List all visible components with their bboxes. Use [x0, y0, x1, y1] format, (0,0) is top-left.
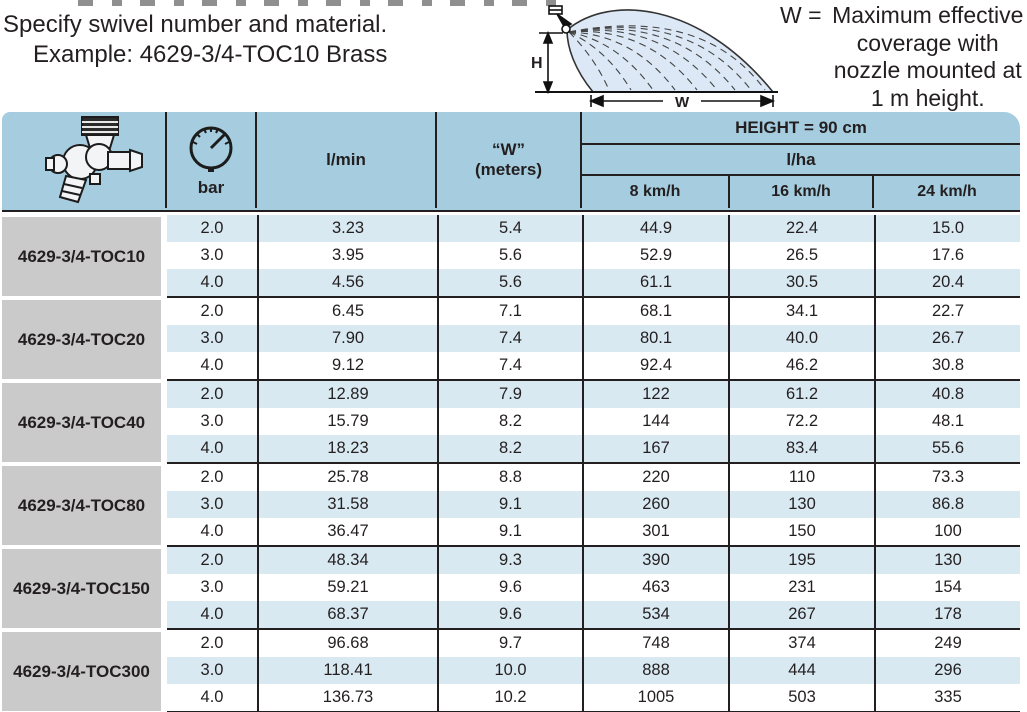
table-cell: 80.1 — [582, 325, 728, 352]
spray-envelope — [567, 10, 773, 92]
table-cell: 390 — [582, 547, 728, 574]
model-label: 4629-3/4-TOC150 — [2, 549, 161, 628]
speed-header-24: 24 km/h — [917, 183, 977, 200]
model-label-column — [2, 298, 167, 381]
w-label-line2: (meters) — [474, 160, 543, 179]
table-cell: 25.78 — [257, 464, 437, 491]
table-cell: 4.0 — [200, 273, 224, 291]
table-cell: 260 — [582, 491, 728, 518]
table-cell: 3.23 — [257, 215, 437, 242]
table-row — [167, 408, 1020, 435]
table-cell: 3.0 — [200, 661, 224, 679]
table-cell: 4.0 — [200, 605, 224, 623]
table-row — [167, 601, 1020, 628]
table-cell: 3.0 — [200, 578, 224, 596]
table-cell: 150 — [728, 518, 874, 545]
table-cell: 4.0 — [200, 688, 224, 706]
table-cell: 7.9 — [437, 381, 582, 408]
w-note-prefix: W = — [780, 2, 822, 28]
table-cell: 195 — [728, 547, 874, 574]
model-label-column — [2, 464, 167, 547]
table-cell: 296 — [874, 657, 1020, 684]
table-cell: 30.8 — [874, 352, 1020, 379]
table-cell: 17.6 — [874, 242, 1020, 269]
table-cell: 3.95 — [257, 242, 437, 269]
pressure-gauge-icon — [184, 122, 238, 176]
lmin-label: l/min — [326, 150, 366, 169]
table-cell: 26.5 — [728, 242, 874, 269]
table-cell: 4.56 — [257, 269, 437, 296]
table-cell: 2.0 — [200, 302, 224, 320]
table-cell: 92.4 — [582, 352, 728, 379]
table-cell: 5.4 — [437, 215, 582, 242]
table-cell: 9.3 — [437, 547, 582, 574]
w-note-body: Maximum effective coverage with nozzle mounted at 1 m height. — [832, 2, 1024, 111]
table-cell: 9.7 — [437, 630, 582, 657]
pressure-column-header — [167, 112, 257, 208]
table-row — [167, 491, 1020, 518]
model-label-column — [2, 630, 167, 712]
table-cell: 463 — [582, 574, 728, 601]
table-cell: 144 — [582, 408, 728, 435]
intro-line-2: Example: 4629-3/4-TOC10 Brass — [33, 41, 388, 68]
clipped-text-fragment — [78, 0, 558, 6]
intro-text — [3, 10, 387, 70]
table-cell: 110 — [728, 464, 874, 491]
table-cell: 118.41 — [257, 657, 437, 684]
table-cell: 22.4 — [728, 215, 874, 242]
table-cell: 9.6 — [437, 574, 582, 601]
table-cell: 130 — [874, 547, 1020, 574]
table-cell: 130 — [728, 491, 874, 518]
table-cell: 335 — [874, 684, 1020, 711]
model-label-column — [2, 547, 167, 630]
table-cell: 5.6 — [437, 242, 582, 269]
group-rows — [167, 381, 1020, 464]
table-cell: 72.2 — [728, 408, 874, 435]
height-label: H — [531, 55, 543, 72]
group-rows — [167, 630, 1020, 712]
table-cell: 534 — [582, 601, 728, 628]
table-cell: 301 — [582, 518, 728, 545]
table-cell: 3.0 — [200, 246, 224, 264]
table-cell: 20.4 — [874, 269, 1020, 296]
model-label-column — [2, 215, 167, 298]
model-label: 4629-3/4-TOC40 — [2, 383, 161, 462]
table-row — [167, 269, 1020, 296]
table-cell: 26.7 — [874, 325, 1020, 352]
table-cell: 7.90 — [257, 325, 437, 352]
table-cell: 52.9 — [582, 242, 728, 269]
table-cell: 3.0 — [200, 412, 224, 430]
table-cell: 96.68 — [257, 630, 437, 657]
table-cell: 12.89 — [257, 381, 437, 408]
table-cell: 7.4 — [437, 352, 582, 379]
table-cell: 4.0 — [200, 522, 224, 540]
w-definition-note — [780, 2, 1026, 112]
table-cell: 8.8 — [437, 464, 582, 491]
table-cell: 249 — [874, 630, 1020, 657]
table-cell: 15.79 — [257, 408, 437, 435]
table-row — [167, 464, 1020, 491]
table-cell: 9.1 — [437, 518, 582, 545]
performance-table — [2, 112, 1020, 712]
table-cell: 73.3 — [874, 464, 1020, 491]
table-cell: 2.0 — [200, 468, 224, 486]
group-rows — [167, 298, 1020, 381]
table-row — [167, 547, 1020, 574]
table-row — [167, 657, 1020, 684]
table-cell: 122 — [582, 381, 728, 408]
table-cell: 22.7 — [874, 298, 1020, 325]
product-image-cell — [2, 112, 167, 208]
table-cell: 220 — [582, 464, 728, 491]
table-cell: 9.12 — [257, 352, 437, 379]
table-header — [2, 112, 1020, 212]
model-label: 4629-3/4-TOC300 — [2, 632, 161, 711]
table-body — [2, 215, 1020, 712]
table-cell: 68.37 — [257, 601, 437, 628]
table-group — [2, 547, 1020, 630]
table-cell: 503 — [728, 684, 874, 711]
table-cell: 9.6 — [437, 601, 582, 628]
table-cell: 46.2 — [728, 352, 874, 379]
table-cell: 3.0 — [200, 495, 224, 513]
model-label: 4629-3/4-TOC10 — [2, 217, 161, 296]
bar-label: bar — [197, 178, 225, 197]
w-label-line1: “W” — [491, 140, 526, 160]
table-cell: 100 — [874, 518, 1020, 545]
table-cell: 34.1 — [728, 298, 874, 325]
table-cell: 2.0 — [200, 385, 224, 403]
table-cell: 18.23 — [257, 435, 437, 462]
table-cell: 61.1 — [582, 269, 728, 296]
table-cell: 59.21 — [257, 574, 437, 601]
table-cell: 8.2 — [437, 408, 582, 435]
lha-header-label: l/ha — [786, 149, 816, 169]
table-cell: 7.4 — [437, 325, 582, 352]
width-label: W — [675, 94, 690, 108]
table-group — [2, 381, 1020, 464]
table-group — [2, 298, 1020, 381]
table-cell: 31.58 — [257, 491, 437, 518]
table-cell: 48.1 — [874, 408, 1020, 435]
table-cell: 10.2 — [437, 684, 582, 711]
table-cell: 4.0 — [200, 356, 224, 374]
table-cell: 267 — [728, 601, 874, 628]
table-cell: 86.8 — [874, 491, 1020, 518]
model-label-column — [2, 381, 167, 464]
table-row — [167, 298, 1020, 325]
table-cell: 231 — [728, 574, 874, 601]
speed-header-16: 16 km/h — [728, 176, 874, 208]
height-header-label: HEIGHT = 90 cm — [735, 117, 867, 137]
table-cell: 2.0 — [200, 634, 224, 652]
table-cell: 374 — [728, 630, 874, 657]
table-group — [2, 630, 1020, 712]
intro-line-1: Specify swivel number and material. — [3, 11, 388, 38]
model-label: 4629-3/4-TOC80 — [2, 466, 161, 545]
table-row — [167, 435, 1020, 462]
swivel-nozzle-illustration — [20, 114, 148, 206]
table-cell: 178 — [874, 601, 1020, 628]
table-row — [167, 325, 1020, 352]
table-cell: 1005 — [582, 684, 728, 711]
table-cell: 40.8 — [874, 381, 1020, 408]
table-cell: 3.0 — [200, 329, 224, 347]
table-cell: 167 — [582, 435, 728, 462]
table-cell: 136.73 — [257, 684, 437, 711]
height-header — [582, 112, 1020, 145]
table-cell: 15.0 — [874, 215, 1020, 242]
flow-column-header — [257, 112, 437, 208]
width-column-header — [437, 112, 582, 208]
table-cell: 55.6 — [874, 435, 1020, 462]
table-cell: 48.34 — [257, 547, 437, 574]
table-cell: 4.0 — [200, 439, 224, 457]
table-row — [167, 242, 1020, 269]
table-group — [2, 464, 1020, 547]
nozzle-icon — [549, 6, 571, 33]
table-cell: 44.9 — [582, 215, 728, 242]
table-cell: 7.1 — [437, 298, 582, 325]
table-row — [167, 215, 1020, 242]
table-cell: 888 — [582, 657, 728, 684]
table-cell: 6.45 — [257, 298, 437, 325]
table-row — [167, 352, 1020, 379]
group-rows — [167, 215, 1020, 298]
table-cell: 5.6 — [437, 269, 582, 296]
table-cell: 68.1 — [582, 298, 728, 325]
table-row — [167, 630, 1020, 657]
table-cell: 9.1 — [437, 491, 582, 518]
model-label: 4629-3/4-TOC20 — [2, 300, 161, 379]
table-cell: 36.47 — [257, 518, 437, 545]
table-cell: 61.2 — [728, 381, 874, 408]
group-rows — [167, 547, 1020, 630]
table-cell: 2.0 — [200, 219, 224, 237]
table-cell: 2.0 — [200, 551, 224, 569]
table-cell: 444 — [728, 657, 874, 684]
lha-header — [582, 145, 1020, 176]
group-rows — [167, 464, 1020, 547]
table-row — [167, 518, 1020, 545]
height-arrow — [539, 33, 563, 92]
speed-header-8: 8 km/h — [629, 183, 681, 200]
table-cell: 154 — [874, 574, 1020, 601]
table-cell: 8.2 — [437, 435, 582, 462]
table-cell: 30.5 — [728, 269, 874, 296]
table-row — [167, 381, 1020, 408]
table-cell: 10.0 — [437, 657, 582, 684]
table-cell: 748 — [582, 630, 728, 657]
speed-headers — [582, 176, 1020, 208]
table-group — [2, 215, 1020, 298]
table-cell: 40.0 — [728, 325, 874, 352]
table-row — [167, 574, 1020, 601]
spray-pattern-diagram — [505, 0, 785, 108]
table-row — [167, 684, 1020, 711]
table-cell: 83.4 — [728, 435, 874, 462]
